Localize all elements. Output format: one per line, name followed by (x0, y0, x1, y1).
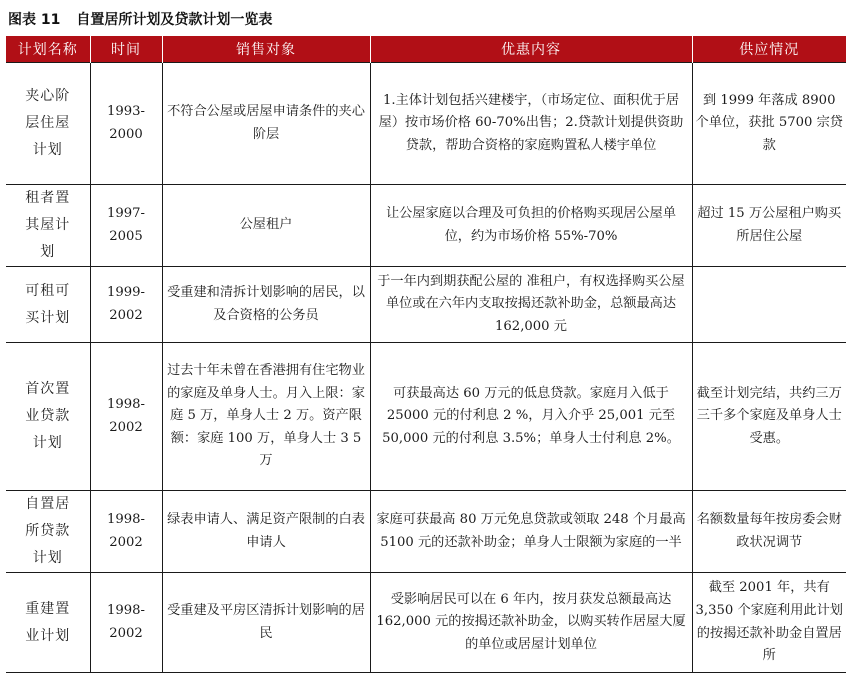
benefit-cell: 1.主体计划包括兴建楼宇，（市场定位、面积优于居屋）按市场价格 60-70%出售；2.贷款计划提供资助贷款，帮助合资格的家庭购置私人楼宇单位 (370, 63, 692, 185)
target-cell: 不符合公屋或居屋申请条件的夹心阶层 (162, 63, 370, 185)
plan-name-cell: 自置居所贷款计划 (6, 491, 90, 573)
benefit-cell: 于一年内到期获配公屋的 准租户，有权选择购买公屋 单位或在六年内支取按揭还款补助金，总额最高达 162,000 元 (370, 267, 692, 343)
plan-name-cell: 夹心阶层住屋计划 (6, 63, 90, 185)
plan-name-cell: 可租可买计划 (6, 267, 90, 343)
supply-cell: 截至计划完结，共约三万三千多个家庭及单身人士受惠。 (692, 343, 846, 491)
time-cell: 1998-2002 (90, 343, 162, 491)
table-row (6, 267, 846, 343)
supply-cell: 截至 2001 年，共有 3,350 个家庭利用此计划的按揭还款补助金自置居所 (692, 573, 846, 673)
time-cell: 1998-2002 (90, 491, 162, 573)
header-plan-name: 计划名称 (6, 36, 90, 63)
target-cell: 受重建及平房区清拆计划影响的居民 (162, 573, 370, 673)
header-target: 销售对象 (162, 36, 370, 63)
target-cell: 受重建和清拆计划影响的居民，以及合资格的公务员 (162, 267, 370, 343)
header-time: 时间 (90, 36, 162, 63)
table-row (6, 343, 846, 491)
benefit-cell: 可获最高达 60 万元的低息贷款。家庭月入低于 25000 元的付利息 2 %，月入介乎 25,001 元至 50,000 元的付利息 3.5%；单身人士付利息 2%。 (370, 343, 692, 491)
benefit-cell: 让公屋家庭以合理及可负担的价格购买现居公屋单位，约为市场价格 55%-70% (370, 185, 692, 267)
plan-name-cell: 首次置业贷款计划 (6, 343, 90, 491)
supply-cell: 名额数量每年按房委会财政状况调节 (692, 491, 846, 573)
table-row (6, 491, 846, 573)
header-supply: 供应情况 (692, 36, 846, 63)
target-cell: 绿表申请人、满足资产限制的白表申请人 (162, 491, 370, 573)
table-caption (8, 9, 272, 29)
table-row (6, 63, 846, 185)
benefit-cell: 受影响居民可以在 6 年内，按月获发总额最高达 162,000 元的按揭还款补助金，以购买转作居屋大厦的单位或居屋计划单位 (370, 573, 692, 673)
target-cell: 过去十年未曾在香港拥有住宅物业的家庭及单身人士。月入上限：家庭 5 万，单身人士 2 万。资产限额：家庭 100 万，单身人士 3 5 万 (162, 343, 370, 491)
caption-title: 自置居所计划及贷款计划一览表 (76, 12, 273, 28)
time-cell: 1997-2005 (90, 185, 162, 267)
housing-scheme-table (6, 36, 846, 673)
plan-name-cell: 租者置其屋计划 (6, 185, 90, 267)
table-row (6, 573, 846, 673)
plan-name-cell: 重建置业计划 (6, 573, 90, 673)
supply-cell: 到 1999 年落成 8900 个单位，获批 5700 宗贷款 (692, 63, 846, 185)
time-cell: 1993-2000 (90, 63, 162, 185)
time-cell: 1999-2002 (90, 267, 162, 343)
header-row (6, 36, 846, 63)
header-benefit: 优惠内容 (370, 36, 692, 63)
table-header (6, 36, 846, 63)
table-row (6, 185, 846, 267)
supply-cell (692, 267, 846, 343)
supply-cell: 超过 15 万公屋租户购买所居住公屋 (692, 185, 846, 267)
time-cell: 1998-2002 (90, 573, 162, 673)
caption-label: 图表 11 (8, 12, 61, 28)
target-cell: 公屋租户 (162, 185, 370, 267)
benefit-cell: 家庭可获最高 80 万元免息贷款或领取 248 个月最高 5100 元的还款补助金；单身人士限额为家庭的一半 (370, 491, 692, 573)
